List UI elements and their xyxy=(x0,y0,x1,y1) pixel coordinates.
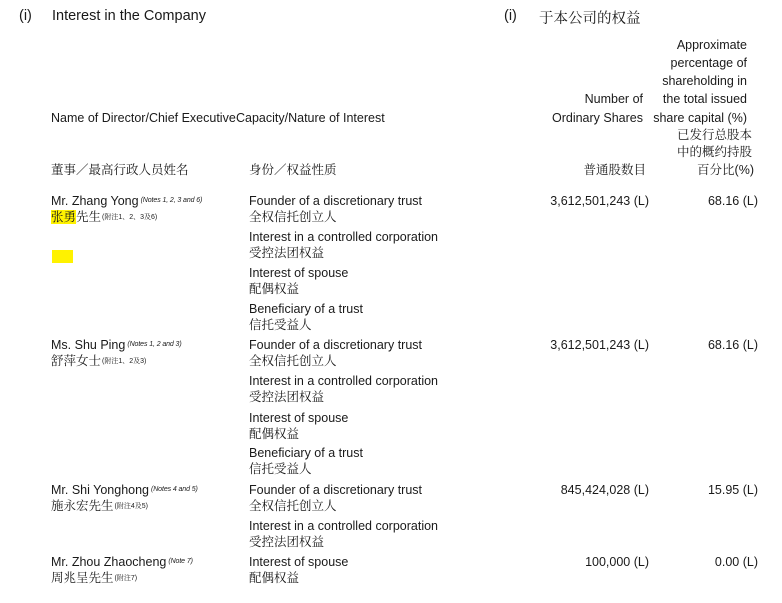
percentage-value: 0.00 (L) xyxy=(714,555,758,569)
col-header-capacity-cn: 身份／权益性质 xyxy=(249,163,337,177)
capacity-en: Founder of a discretionary trust xyxy=(249,194,422,208)
capacity-cn: 信托受益人 xyxy=(249,318,312,332)
table-row-name-cn xyxy=(51,353,146,370)
col-header-shares-en-1: Number of xyxy=(584,92,643,106)
table-row-name-en xyxy=(51,482,198,499)
table-row-name-cn xyxy=(51,570,137,587)
director-name-en: Mr. Zhou Zhaocheng xyxy=(51,555,167,569)
capacity-en: Founder of a discretionary trust xyxy=(249,338,422,352)
capacity-cn: 受控法团权益 xyxy=(249,246,325,260)
percentage-value: 68.16 (L) xyxy=(707,338,758,352)
capacity-cn: 受控法团权益 xyxy=(249,535,325,549)
col-header-pct-en-5: share capital (%) xyxy=(653,111,747,125)
capacity-cn: 配偶权益 xyxy=(249,571,300,585)
shares-value: 3,612,501,243 (L) xyxy=(550,194,649,208)
shares-value: 100,000 (L) xyxy=(585,555,649,569)
capacity-cn: 全权信托创立人 xyxy=(249,210,337,224)
col-header-shares-cn: 普通股数目 xyxy=(583,163,646,177)
capacity-en: Interest in a controlled corporation xyxy=(249,519,438,533)
percentage-value: 68.16 (L) xyxy=(707,194,758,208)
capacity-cn: 配偶权益 xyxy=(249,282,300,296)
col-header-pct-en-3: shareholding in xyxy=(662,74,747,88)
col-header-pct-cn-3: 百分比(%) xyxy=(697,163,754,177)
capacity-en: Interest of spouse xyxy=(249,411,349,425)
director-name-cn: 周兆呈先生 xyxy=(51,571,114,585)
capacity-en: Interest in a controlled corporation xyxy=(249,230,438,244)
table-row-name-en xyxy=(51,554,193,571)
capacity-cn: 信托受益人 xyxy=(249,462,312,476)
section-title-en: Interest in the Company xyxy=(52,8,206,24)
percentage-value: 15.95 (L) xyxy=(707,483,758,497)
director-name-cn: 先生 xyxy=(76,210,102,224)
table-row-name-cn xyxy=(51,498,148,515)
highlight-mark xyxy=(52,250,73,263)
director-name-en: Mr. Shi Yonghong xyxy=(51,483,149,497)
director-notes-en: (Notes 1, 2 and 3) xyxy=(127,341,182,348)
col-header-pct-en-1: Approximate xyxy=(676,38,747,52)
director-notes-cn: (附注1、2、3及6) xyxy=(102,214,158,221)
director-notes-cn: (附注1、2及3) xyxy=(102,358,147,365)
capacity-cn: 全权信托创立人 xyxy=(249,354,337,368)
director-notes-en: (Note 7) xyxy=(168,558,193,565)
shares-value: 3,612,501,243 (L) xyxy=(550,338,649,352)
col-header-name-cn: 董事／最高行政人员姓名 xyxy=(51,163,189,177)
table-row-name-en xyxy=(51,337,182,354)
section-number-cn: (i) xyxy=(504,8,517,24)
capacity-cn: 配偶权益 xyxy=(249,427,300,441)
director-name-cn: 施永宏先生 xyxy=(51,499,114,513)
col-header-pct-cn-2: 中的概约持股 xyxy=(676,145,752,159)
capacity-en: Interest in a controlled corporation xyxy=(249,374,438,388)
director-notes-cn: (附注7) xyxy=(114,575,138,582)
table-row-name-cn xyxy=(51,209,157,226)
col-header-name-en: Name of Director/Chief Executive xyxy=(51,111,236,125)
col-header-shares-en-2: Ordinary Shares xyxy=(551,111,643,125)
capacity-cn: 受控法团权益 xyxy=(249,390,325,404)
section-title-cn: 于本公司的权益 xyxy=(539,11,641,27)
col-header-pct-en-2: percentage of xyxy=(670,56,747,70)
section-number-en: (i) xyxy=(19,8,32,24)
table-row-name-en xyxy=(51,193,202,210)
capacity-en: Interest of spouse xyxy=(249,555,349,569)
shares-value: 845,424,028 (L) xyxy=(560,483,649,497)
col-header-capacity-en: Capacity/Nature of Interest xyxy=(236,111,385,125)
director-notes-en: (Notes 4 and 5) xyxy=(151,486,198,493)
capacity-en: Beneficiary of a trust xyxy=(249,446,363,460)
capacity-cn: 全权信托创立人 xyxy=(249,499,337,513)
capacity-en: Founder of a discretionary trust xyxy=(249,483,422,497)
capacity-en: Interest of spouse xyxy=(249,266,349,280)
director-name-en: Mr. Zhang Yong xyxy=(51,194,139,208)
col-header-pct-en-4: the total issued xyxy=(662,92,747,106)
director-name-cn: 舒萍女士 xyxy=(51,354,102,368)
director-name-cn-highlighted: 张勇 xyxy=(51,210,77,224)
director-notes-en: (Notes 1, 2, 3 and 6) xyxy=(140,197,203,204)
director-notes-cn: (附注4及5) xyxy=(114,503,148,510)
director-name-en: Ms. Shu Ping xyxy=(51,338,126,352)
col-header-pct-cn-1: 已发行总股本 xyxy=(676,128,752,142)
capacity-en: Beneficiary of a trust xyxy=(249,302,363,316)
